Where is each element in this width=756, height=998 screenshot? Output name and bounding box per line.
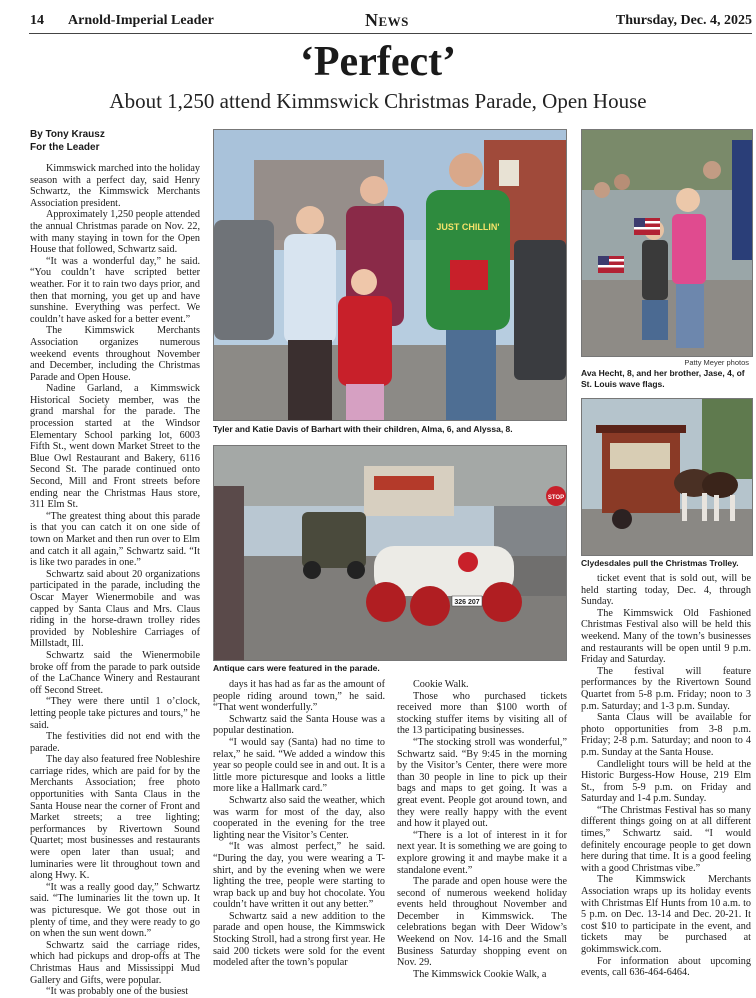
caption-clydesdales: Clydesdales pull the Christmas Trolley.	[581, 558, 739, 568]
photo-cars	[213, 445, 567, 661]
trolley-roof	[596, 425, 686, 433]
article-paragraph: ticket event that is sold out, will be held starting today, Dec. 4, through Sunday.	[581, 573, 751, 608]
spectator	[214, 486, 244, 660]
article-paragraph: Approximately 1,250 people attended the annual Christmas parade on Nov. 22, with many staying in town for the Open House that followed, Schwartz said.	[30, 209, 200, 256]
wheel	[347, 561, 365, 579]
trees	[702, 399, 752, 479]
flag-canton	[598, 256, 609, 265]
person-head	[360, 176, 388, 204]
child-sweater	[338, 296, 392, 386]
house-window	[499, 160, 519, 186]
girl-vest	[672, 214, 706, 284]
sweater-text: JUST CHILLIN'	[436, 222, 500, 232]
crowd-head	[614, 174, 630, 190]
article-paragraph: “It was almost perfect,” he said. “During the day, you were wearing a T-shirt, and by the evening when we were lighting the tree, people were starting to wrap back up and buy hot chocolate. You couldn’t have written it out any better.”	[213, 841, 385, 911]
byline-author: By Tony Krausz	[30, 129, 105, 140]
trolley	[602, 429, 680, 513]
crowd-head	[703, 161, 721, 179]
article-paragraph: Schwartz said the Wienermobile broke off from the parade to park outside of the LaChance Winery and Restaurant off Second Street.	[30, 649, 200, 696]
article-paragraph: The Kimmswick Merchants Association wraps up its holiday events with Christmas Elf Hunts from 10 a.m. to 5 p.m. on Dec. 13-14 and Dec. 20-21. It cost $10 to participate in the event, and tickets may be purchased at gokimmswick.com.	[581, 874, 751, 955]
article-paragraph: “They were there until 1 o’clock, letting people take pictures and tours,” he said.	[30, 696, 200, 731]
article-column-4	[581, 573, 751, 979]
article-paragraph: Santa Claus will be available for photo opportunities from 3-8 p.m. Friday; 2-8 p.m. Saturday; and noon to 4 p.m. Sunday at the Santa House.	[581, 712, 751, 758]
santa-ornament	[458, 552, 478, 572]
wheel	[366, 582, 406, 622]
article-paragraph: days it has had as far as the amount of people riding around town,” he said. “That went wonderfully.”	[213, 679, 385, 714]
issue-date: Thursday, Dec. 4, 2025	[615, 13, 752, 28]
article-paragraph: The festival will feature performances by the Rivertown Sound Quartet from 5-8 p.m. Friday; noon to 3 p.m. Saturday; and 1-3 p.m. Sunday.	[581, 665, 751, 712]
byline	[30, 128, 105, 154]
wheel	[410, 586, 450, 626]
article-paragraph: Schwartz said the carriage rides, which had pickups and drop-offs at The Christmas Haus and Mississippi Mud Gallery and Gifts, were popular.	[30, 939, 200, 986]
flag-stripe	[634, 227, 660, 230]
trolley-window	[610, 443, 670, 469]
girl-head	[676, 188, 700, 212]
article-paragraph: “There is a lot of interest in it for next year. It is something we are going to explore growing it and maybe make it a standalone event.”	[397, 829, 567, 876]
article-paragraph: Schwartz said a new addition to the parade and open house, the Kimmswick Stocking Stroll, had a strong first year. He said 200 tickets were sold for the event modeled after the town’s popular	[213, 910, 385, 969]
article-paragraph: Kimmswick marched into the holiday season with a perfect day, said Henry Schwartz, the Kimmswick Merchants Association president.	[30, 163, 200, 209]
clydesdales-photo-art	[582, 399, 752, 555]
horse-leg	[714, 495, 719, 521]
parked-truck	[514, 240, 566, 380]
article-paragraph: “I would say (Santa) had no time to relax,” he said. “We added a window this year so people could see in and out. It is a little more picturesque and looks a little more like a Hallmark card.”	[213, 736, 385, 795]
headline: ‘Perfect’	[299, 39, 457, 85]
article-column-3	[397, 679, 567, 980]
photo-family	[213, 129, 567, 421]
wheel	[482, 582, 522, 622]
building	[364, 466, 454, 516]
parked-car	[214, 220, 274, 340]
article-paragraph: “The Christmas Festival has so many different things going on at all different times,” Schwartz said. “I would definitely encourage people to get down here during that time. It is a good feeling with a good Christmas vibe.”	[581, 804, 751, 874]
article-paragraph: Those who purchased tickets received more than $100 worth of stocking stuffer items by visiting all of the 13 participating businesses.	[397, 690, 567, 737]
family-photo-art	[214, 130, 566, 420]
caption-flags: Ava Hecht, 8, and her brother, Jase, 4, of St. Louis wave flags.	[581, 368, 745, 389]
crowd-head	[594, 182, 610, 198]
deck: About 1,250 attend Kimmswick Christmas Parade, Open House	[109, 89, 647, 113]
article-paragraph: “The stocking stroll was wonderful,” Schwartz said. “By 9:45 in the morning by the Visitor’s Center, there were more than 30 people in line to pick up their bags and maps to get going. It was a great event. People got around town, and they were really happy with the event and how it played out.	[397, 736, 567, 830]
article-column-1	[30, 163, 200, 998]
article-paragraph: The Kimmswick Old Fashioned Christmas Festival also will be held this weekend. Many of the town’s businesses and restaurants will be open until 9 p.m. Friday and Saturday.	[581, 607, 751, 666]
article-paragraph: Nadine Garland, a Kimmswick Historical Society member, was the grand marshal for the parade. The procession started at the Windsor Elementary School parking lot, 6003 Fifth St., went down Market Street to the Blue Owl Restaurant and Bakery, 6116 Second St. The parade continued onto Second, Mill and Front streets before ending near the Christmas Haus store, 311 Elm St.	[30, 383, 200, 511]
child-legs	[346, 384, 384, 420]
article-paragraph: Schwartz also said the weather, which was warm for most of the day, also cooperated in the evening for the tree lighting near the Visitor’s Center.	[213, 794, 385, 841]
article-paragraph: “It was a really good day,” Schwartz said. “The luminaries lit the town up. It was picturesque. We got those out in plenty of time, and they were ready to go on when the sun went down.”	[30, 881, 200, 940]
horse-leg	[682, 493, 687, 521]
person-head	[449, 153, 483, 187]
article-paragraph: The Kimmswick Merchants Association organizes numerous weekend events throughout November and December, including the Christmas Parade and Open House.	[30, 325, 200, 383]
paper-name: Arnold-Imperial Leader	[68, 13, 214, 28]
bystander	[732, 140, 752, 260]
street	[582, 509, 752, 555]
person-hoodie	[284, 234, 336, 344]
photo-flags	[581, 129, 753, 357]
photo-credit: Patty Meyer photos	[684, 358, 749, 367]
section-label: News	[365, 10, 409, 30]
page-number: 14	[30, 13, 44, 28]
flags-photo-art	[582, 130, 752, 356]
caption-family: Tyler and Katie Davis of Barhart with their children, Alma, 6, and Alyssa, 8.	[213, 424, 513, 434]
article-paragraph: “It was a wonderful day,” he said. “You couldn’t have scripted better weather. For it to rain two days prior, and then that morning, you get up and have sunshine. Everything was perfect. We couldn’t have asked for a better event.”	[30, 255, 200, 325]
plate-text: 326 207	[454, 599, 480, 606]
stop-sign-text: STOP	[547, 495, 565, 501]
trees	[582, 130, 752, 190]
flag-stripe	[598, 265, 624, 268]
photo-clydesdales	[581, 398, 753, 556]
jeans	[446, 330, 496, 420]
byline-org: For the Leader	[30, 142, 100, 153]
person-legs	[288, 340, 332, 420]
flag-canton	[634, 218, 645, 227]
article-paragraph: The day also featured free Nobleshire carriage rides, which are paid for by the Merchants Association; free photo opportunities with Santa Claus in the Santa House near the corner of Front and Market streets; a tree lighting; performances by Rivertown Sound Quartet; most businesses and restaurants were open later than usual; and luminaries were lit throughout town and along Hwy. K.	[30, 754, 200, 882]
person-head	[296, 206, 324, 234]
article-column-2	[213, 679, 385, 969]
article-paragraph: Schwartz said about 20 organizations participated in the parade, including the Oscar Mayer Wienermobile and was capped by Santa Claus and Mrs. Claus riding in the horse-drawn trolley rides provided by Nobleshire Carriages of Millstadt, Ill.	[30, 568, 200, 650]
horse	[702, 472, 738, 498]
doghouse	[450, 260, 488, 290]
building-roof	[374, 476, 434, 490]
cars-photo-art	[214, 446, 566, 660]
article-paragraph: The parade and open house were the second of numerous weekend holiday events held throughout November and December in Kimmswick. The celebrations began with Deer Widow’s Weekend on Nov. 14-16 and the Small Business Saturday shopping event on Nov. 29.	[397, 876, 567, 969]
boy-jeans	[642, 300, 668, 340]
caption-cars: Antique cars were featured in the parade.	[213, 663, 380, 673]
article-paragraph: The Kimmswick Cookie Walk, a	[413, 968, 547, 980]
girl-jeans	[676, 284, 704, 348]
horse-leg	[730, 495, 735, 521]
article-paragraph: “The greatest thing about this parade is that you can catch it on one side of town on Market and then run over to Elm and catch it all again,” Schwartz said. “It is like two parades in one.”	[30, 510, 200, 569]
boy-coat	[642, 240, 668, 300]
article-paragraph: The festivities did not end with the parade.	[30, 731, 200, 754]
article-paragraph: “It was probably one of the busiest	[46, 986, 189, 998]
article-paragraph: Schwartz said the Santa House was a popular destination.	[213, 713, 385, 737]
article-paragraph: Candlelight tours will be held at the Historic Burgess-How House, 219 Elm St., from 5-9 p.m. on Friday and Saturday and 1-4 p.m. Sunday.	[581, 758, 751, 805]
wheel	[303, 561, 321, 579]
horse-leg	[702, 493, 707, 521]
wheel	[612, 509, 632, 529]
article-paragraph: Cookie Walk.	[413, 679, 469, 690]
antique-car	[302, 512, 366, 568]
article-paragraph: For information about upcoming events, call 636-464-6464.	[581, 955, 751, 979]
child-head	[351, 269, 377, 295]
header-rule	[29, 33, 752, 34]
